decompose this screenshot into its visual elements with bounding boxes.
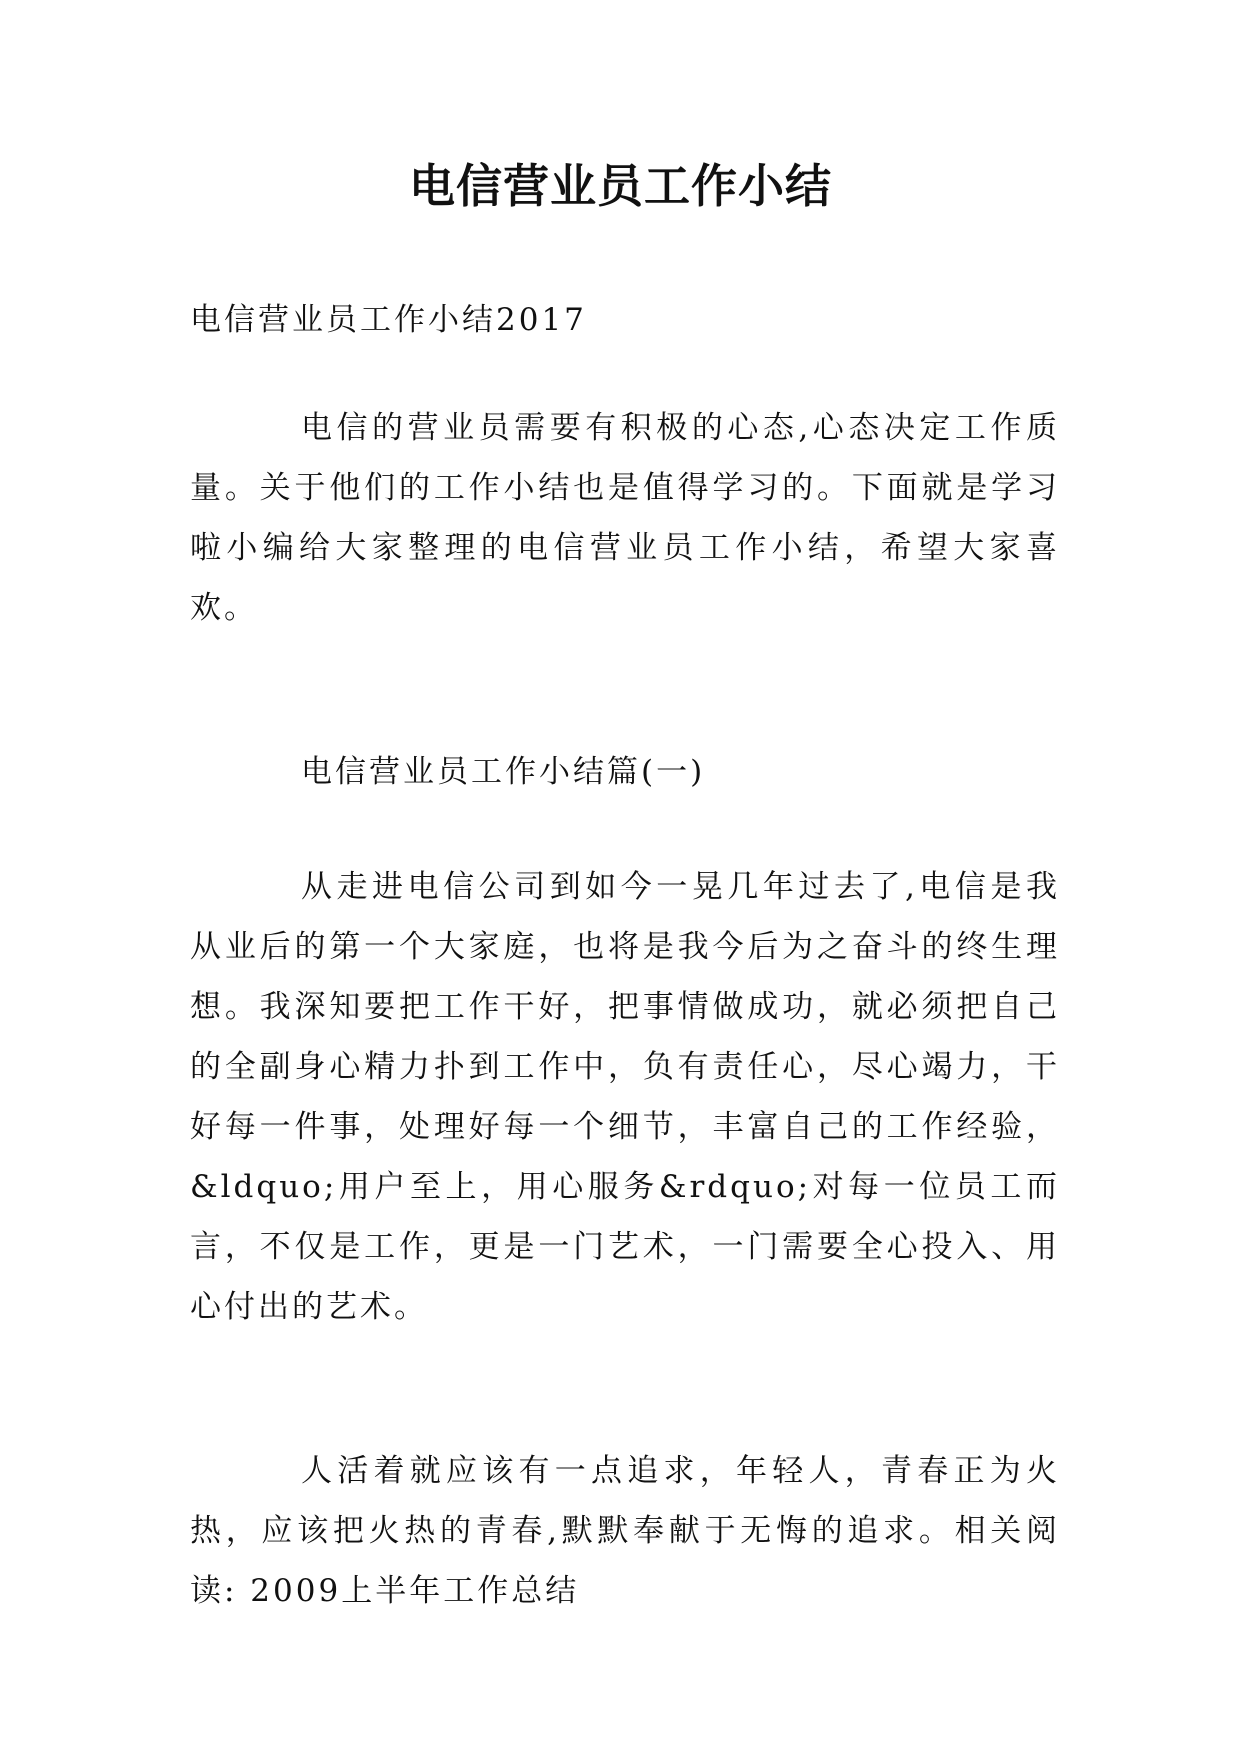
document-body [190,290,1060,1621]
document-title: 电信营业员工作小结 [409,159,832,213]
document-subtitle: 电信营业员工作小结2017 [190,302,587,338]
body-paragraph-2: 人活着就应该有一点追求，年轻人，青春正为火热，应该把火热的青春,默默奉献于无悔的追求。相关阅读: 2009上半年工作总结 [190,1453,1060,1609]
body-paragraph-1: 从走进电信公司到如今一晃几年过去了,电信是我从业后的第一个大家庭，也将是我今后为之奋斗的终生理想。我深知要把工作干好，把事情做成功，就必须把自己的全副身心精力扑到工作中，负有责任心，尽心竭力，干好每一件事，处理好每一个细节，丰富自己的工作经验，&ldquo;用户至上，用心服务&rdquo;对每一位员工而言，不仅是工作，更是一门艺术，一门需要全心投入、用心付出的艺术。 [190,869,1060,1325]
section-heading: 电信营业员工作小结篇(一) [301,754,706,790]
intro-paragraph: 电信的营业员需要有积极的心态,心态决定工作质量。关于他们的工作小结也是值得学习的。下面就是学习啦小编给大家整理的电信营业员工作小结，希望大家喜欢。 [190,410,1060,626]
